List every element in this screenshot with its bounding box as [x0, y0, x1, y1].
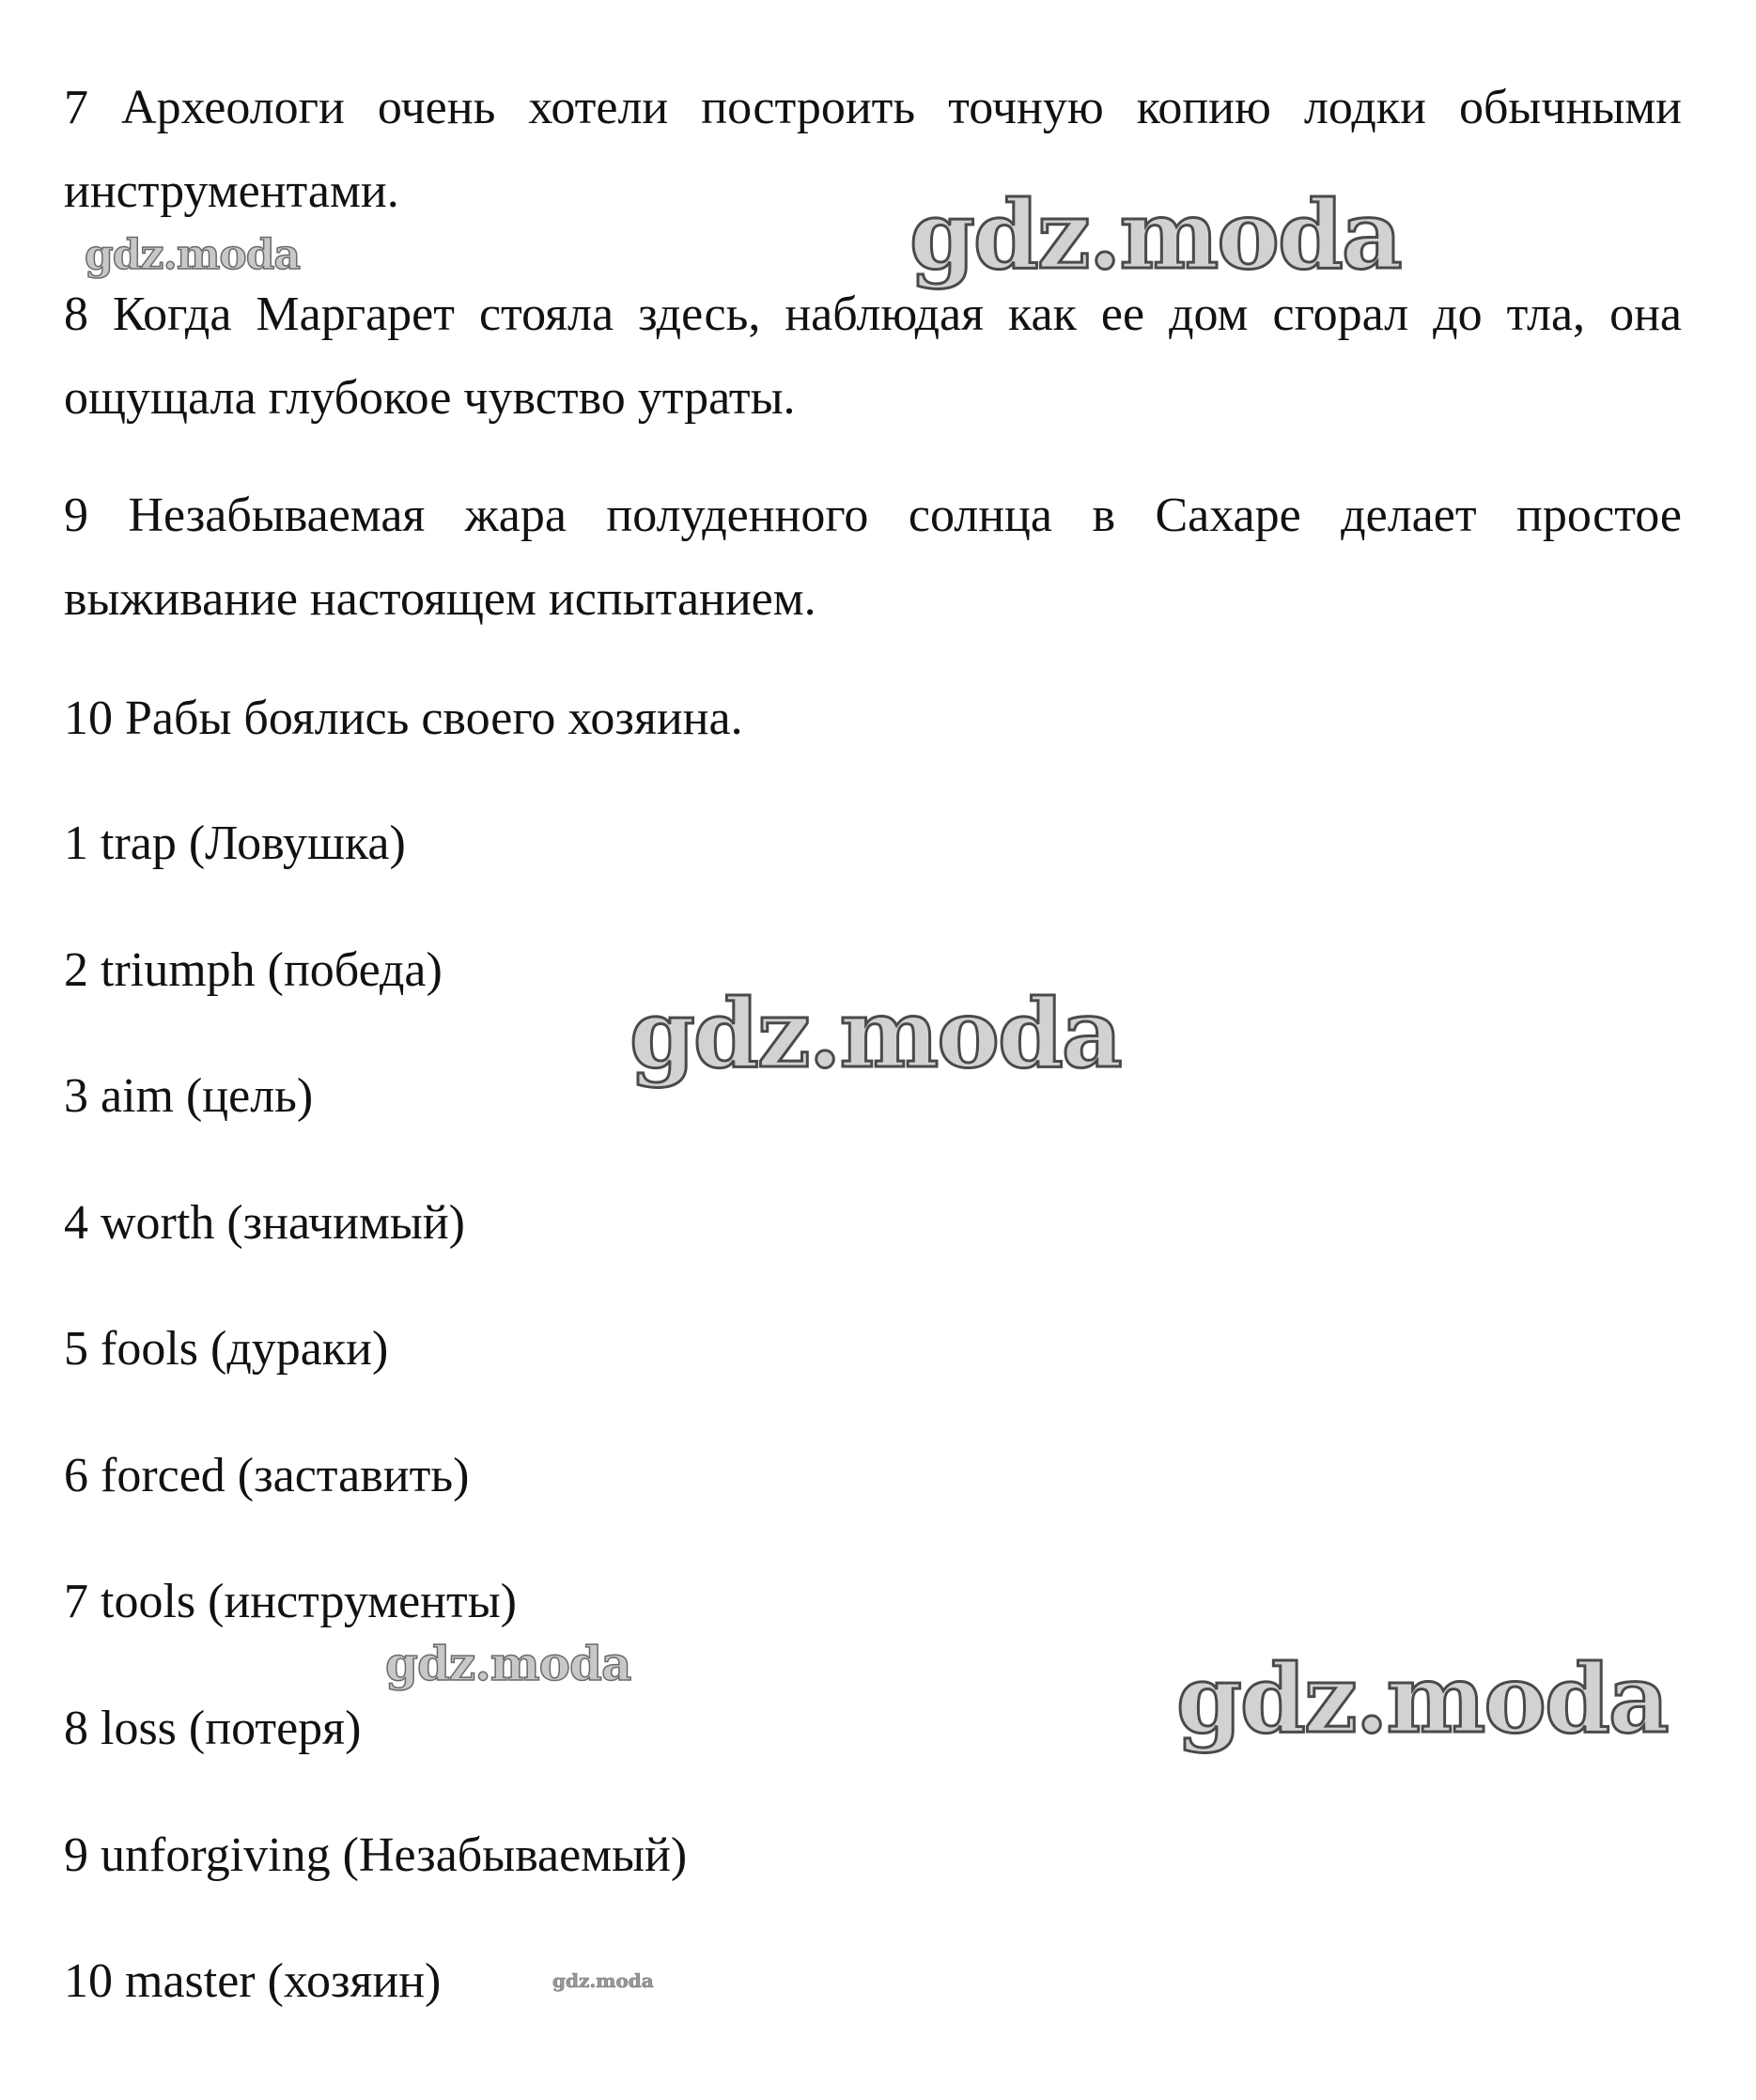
watermark: gdz.moda	[909, 179, 1401, 290]
sentence-8: 8 Когда Маргарет стояла здесь, наблюдая как ее дом сгорал до тла, она ощущала глубокое чувство утраты.	[64, 288, 1682, 425]
answer-8: 8 loss (потеря)	[64, 1702, 362, 1755]
answer-9: 9 unforgiving (Незабываемый)	[64, 1828, 688, 1882]
watermark: gdz.moda	[1176, 1643, 1668, 1754]
answer-4: 4 worth (значимый)	[64, 1196, 465, 1250]
watermark: gdz.moda	[85, 231, 301, 279]
watermark: gdz.moda	[552, 1969, 654, 1992]
answer-5: 5 fools (дураки)	[64, 1322, 389, 1376]
watermark: gdz.moda	[629, 978, 1121, 1089]
answer-1: 1 trap (Ловушка)	[64, 817, 406, 870]
answer-7: 7 tools (инструменты)	[64, 1575, 517, 1628]
sentence-9: 9 Незабываемая жара полуденного солнца в Сахаре делает простое выживание настоящем испытанием.	[64, 489, 1682, 626]
answer-6: 6 forced (заставить)	[64, 1449, 470, 1502]
sentence-7: 7 Археологи очень хотели построить точную копию лодки обычными инструментами.	[64, 81, 1682, 218]
answer-3: 3 aim (цель)	[64, 1069, 314, 1123]
answer-10: 10 master (хозяин)	[64, 1954, 442, 2008]
watermark: gdz.moda	[385, 1636, 631, 1691]
answer-2: 2 triumph (победа)	[64, 943, 443, 997]
sentence-10: 10 Рабы боялись своего хозяина.	[64, 692, 743, 745]
